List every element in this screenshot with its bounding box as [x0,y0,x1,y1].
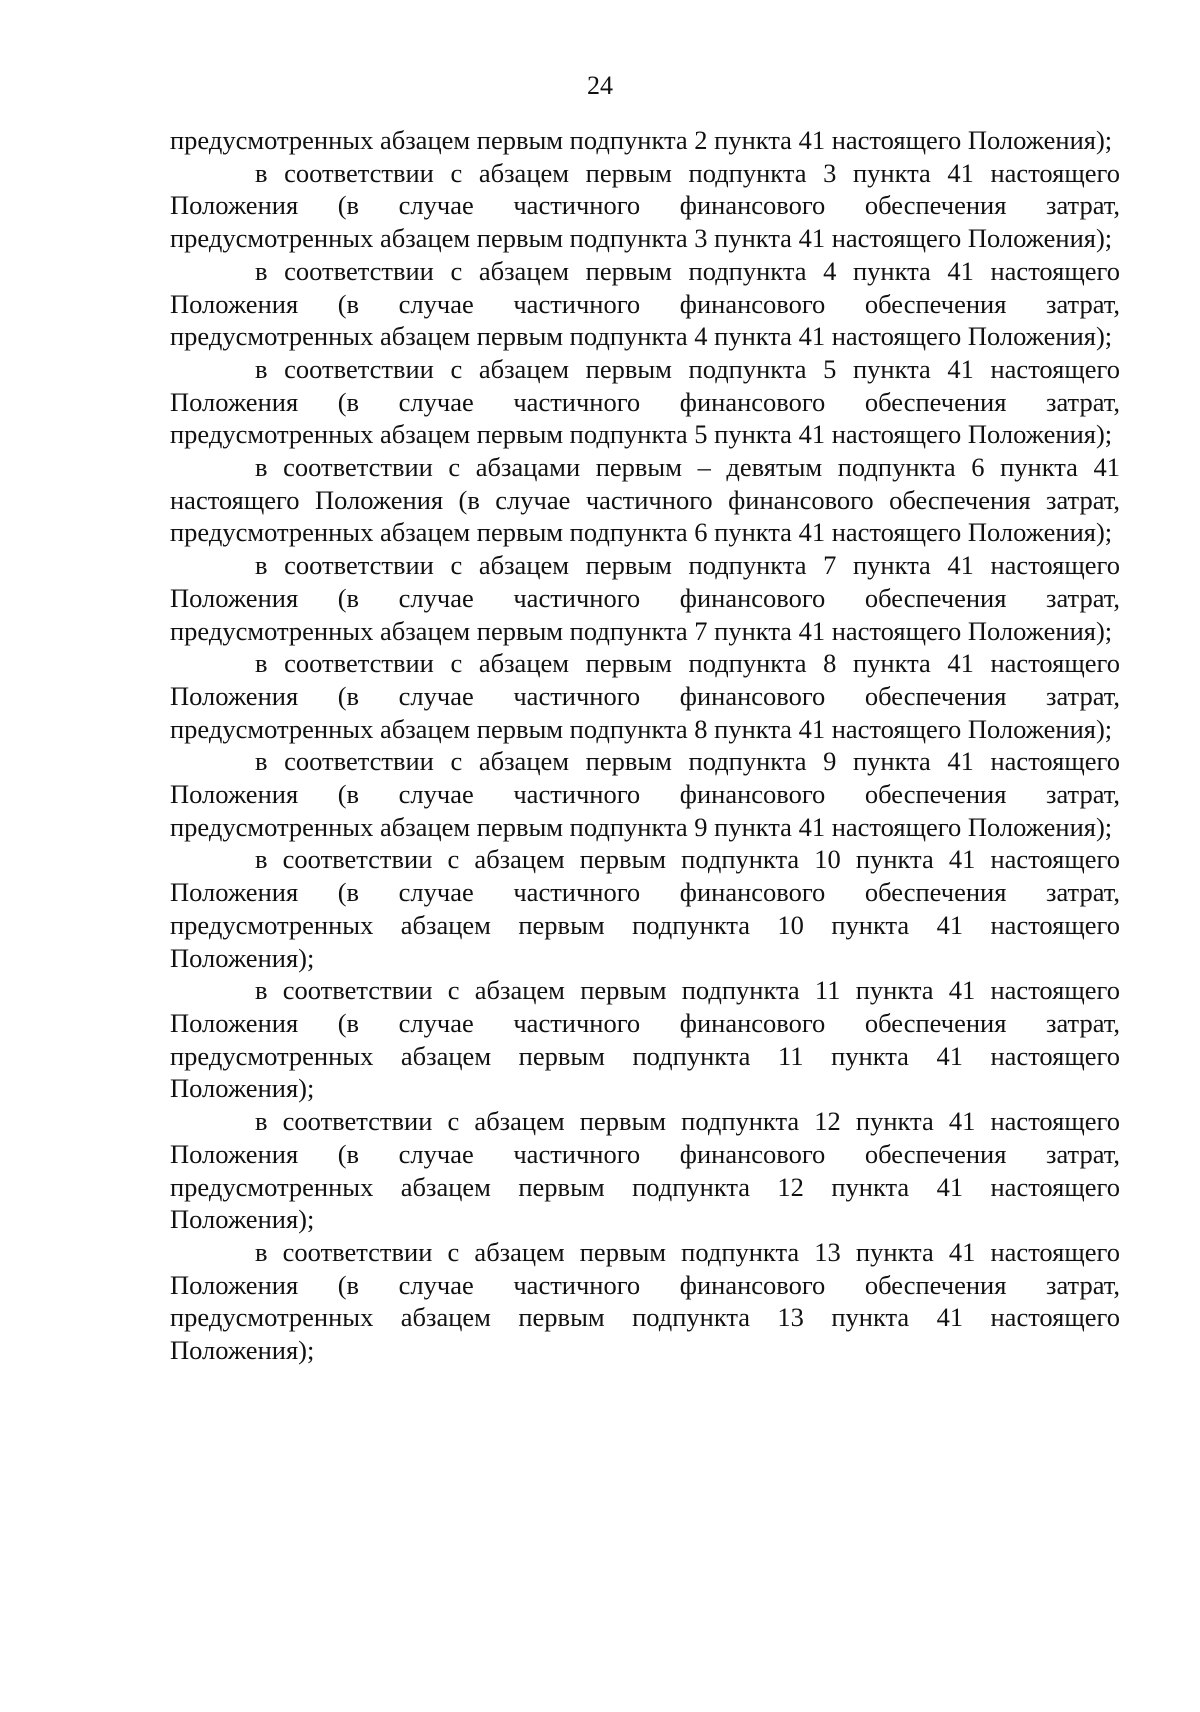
paragraph: в соответствии с абзацем первым подпункта 3 пункта 41 настоящего Положения (в случае частичного финансового обеспечения затрат, предусмотренных абзацем первым подпункта 3 пункта 41 настоящего Положения); [170,157,1120,254]
paragraph: в соответствии с абзацем первым подпункта 10 пункта 41 настоящего Положения (в случае частичного финансового обеспечения затрат, предусмотренных абзацем первым подпункта 10 пункта 41 настоящего Положения); [170,844,1120,973]
paragraph: в соответствии с абзацем первым подпункта 7 пункта 41 настоящего Положения (в случае частичного финансового обеспечения затрат, предусмотренных абзацем первым подпункта 7 пункта 41 настоящего Положения); [170,550,1120,646]
paragraph: в соответствии с абзацем первым подпункта 5 пункта 41 настоящего Положения (в случае частичного финансового обеспечения затрат, предусмотренных абзацем первым подпункта 5 пункта 41 настоящего Положения); [170,353,1120,450]
paragraph: в соответствии с абзацем первым подпункта 8 пункта 41 настоящего Положения (в случае частичного финансового обеспечения затрат, предусмотренных абзацем первым подпункта 8 пункта 41 настоящего Положения); [170,648,1120,744]
paragraph: в соответствии с абзацем первым подпункта 4 пункта 41 настоящего Положения (в случае частичного финансового обеспечения затрат, предусмотренных абзацем первым подпункта 4 пункта 41 настоящего Положения); [170,255,1120,352]
paragraph: предусмотренных абзацем первым подпункта 2 пункта 41 настоящего Положения); [170,125,1113,155]
paragraph: в соответствии с абзацем первым подпункта 12 пункта 41 настоящего Положения (в случае частичного финансового обеспечения затрат, предусмотренных абзацем первым подпункта 12 пункта 41 настоящего Положения); [170,1106,1120,1235]
body-text [170,124,1120,1367]
page-number: 24 [587,71,613,100]
paragraph: в соответствии с абзацами первым – девятым подпункта 6 пункта 41 настоящего Положения (в случае частичного финансового обеспечения затрат, предусмотренных абзацем первым подпункта 6 пункта 41 настоящего Положения); [170,452,1120,548]
paragraph: в соответствии с абзацем первым подпункта 11 пункта 41 настоящего Положения (в случае частичного финансового обеспечения затрат, предусмотренных абзацем первым подпункта 11 пункта 41 настоящего Положения); [170,975,1120,1104]
paragraph: в соответствии с абзацем первым подпункта 13 пункта 41 настоящего Положения (в случае частичного финансового обеспечения затрат, предусмотренных абзацем первым подпункта 13 пункта 41 настоящего Положения); [170,1236,1120,1366]
paragraph: в соответствии с абзацем первым подпункта 9 пункта 41 настоящего Положения (в случае частичного финансового обеспечения затрат, предусмотренных абзацем первым подпункта 9 пункта 41 настоящего Положения); [170,746,1120,842]
